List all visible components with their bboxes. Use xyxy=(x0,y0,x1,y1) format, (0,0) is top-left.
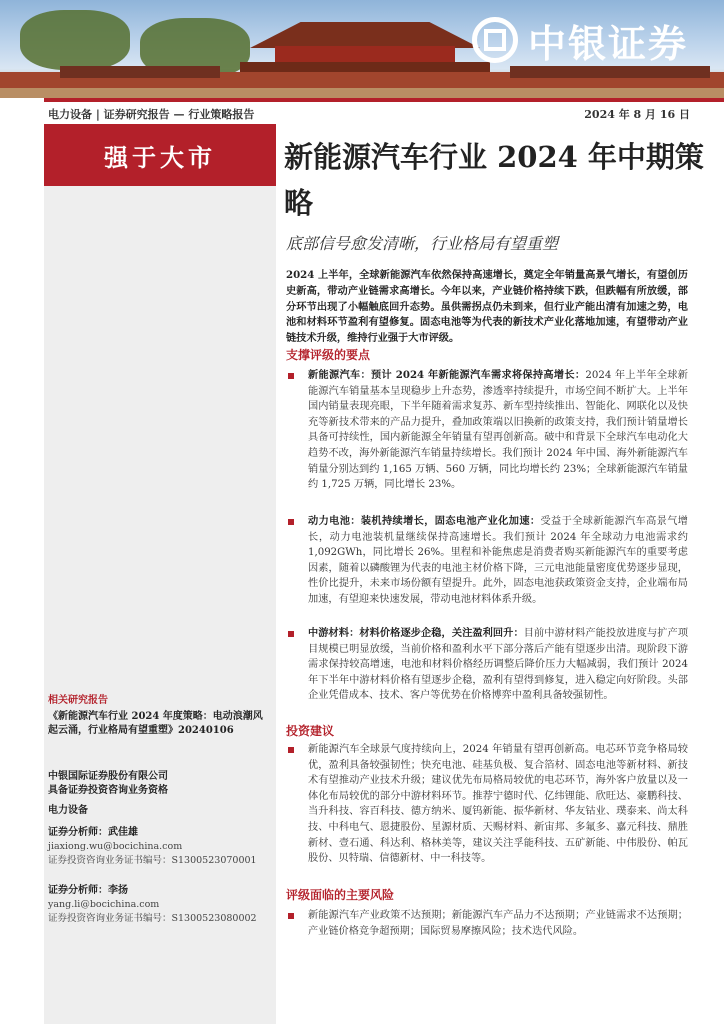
related-reports-title: 相关研究报告 xyxy=(48,695,108,706)
related-reports xyxy=(48,694,272,738)
analyst-email[interactable]: yang.li@bocichina.com xyxy=(48,899,160,910)
report-meta-bar xyxy=(44,104,690,122)
rating-badge: 强于大市 xyxy=(44,124,276,186)
report-category: 电力设备 | 证券研究报告 — 行业策略报告 xyxy=(48,108,255,121)
section-title-investment: 投资建议 xyxy=(286,724,335,738)
palace-roof xyxy=(250,22,480,48)
section-title-support: 支撑评级的要点 xyxy=(286,348,371,362)
bullet-ev xyxy=(286,368,688,493)
company-info xyxy=(48,770,272,818)
report-title: 新能源汽车行业 2024 年中期策略 xyxy=(284,140,704,220)
report-subtitle: 底部信号愈发清晰，行业格局有望重塑 xyxy=(286,234,559,253)
bullet-battery xyxy=(286,514,688,608)
related-report-link[interactable]: 《新能源汽车行业 2024 年度策略：电动浪潮风起云涌，行业格局有望重塑》20240106 xyxy=(48,711,263,736)
brand-name: 中银证券 xyxy=(528,21,689,66)
company-qualification: 具备证券投资咨询业务资格 xyxy=(48,785,168,796)
analyst-2 xyxy=(48,884,272,926)
section-title-risk: 评级面临的主要风险 xyxy=(286,888,395,902)
bullet-heading: 动力电池：装机持续增长，固态电池产业化加速： xyxy=(308,515,541,527)
palace-wing xyxy=(60,66,220,78)
palace-ground xyxy=(0,88,724,98)
tree-foliage xyxy=(20,10,130,70)
analyst-certificate: 证券投资咨询业务证书编号：S1300523080002 xyxy=(48,913,257,924)
sector-name: 电力设备 xyxy=(48,805,88,816)
analyst-certificate: 证券投资咨询业务证书编号：S1300523070001 xyxy=(48,855,257,866)
report-date: 2024 年 8 月 16 日 xyxy=(584,108,690,121)
bullet-text: 新能源汽车全球景气度持续向上，2024 年销量有望再创新高。电芯环节竞争格局较优，盈利具备较强韧性；快充电池、硅基负极、复合箔材、固态电池等新材料、新技术有望推动产业技术升级；建议优先布局格局较优的电芯环节，海外客户放量以及一体化布局较优的部分中游材料环节。推荐宁德时代、亿纬锂能、欣旺达、豪鹏科技、当升科技、容百科技、德方纳米、厦钨新能、振华新材、华友钴业、璞泰来、尚太科技、中科电气、恩捷股份、星源材质、天赐材料、新宙邦、多氟多、嘉元科技、鼎胜新材、壹石通、科达利、格林美等，建议关注孚能科技、五矿新能、中伟股份、帕瓦股份、贝特瑞、信德新材、中一科技等。 xyxy=(308,744,688,865)
bullet-heading: 新能源汽车：预计 2024 年新能源汽车需求将保持高增长： xyxy=(308,369,586,381)
bullet-materials xyxy=(286,626,688,704)
analyst-email[interactable]: jiaxiong.wu@bocichina.com xyxy=(48,841,183,852)
header-divider xyxy=(44,98,724,102)
bullet-investment xyxy=(286,742,688,867)
bullet-text: 目前中游材料产能投放进度与扩产项目规模已明显放缓，当前价格和盈利水平下部分落后产能有望逐步出清。现阶段下游需求保持较高增速，电池和材料价格经历调整后降价压力大幅减弱，我们预计 2024 年下半年中游材料价格有望逐步企稳，盈利有望得到修复，进入稳定向好阶段。头部企业凭借成本、技术、客户等优势在价格博弈中盈利具备较强韧性。 xyxy=(308,628,689,702)
report-summary: 2024 上半年，全球新能源汽车依然保持高速增长，奠定全年销量高景气增长，有望创历史新高，带动产业链需求高增长。今年以来，产业链价格持续下跌，但跌幅有所放缓，部分环节出现了小幅触底回升态势。虽供需拐点仍未到来，但行业产能出清有加速之势，电池和材料环节盈利有望修复。固态电池等为代表的新技术产业化落地加速，有望带动产业链技术升级，维持行业强于大市评级。 xyxy=(286,269,688,345)
analyst-name: 证券分析师：李扬 xyxy=(48,885,128,896)
bullet-risk xyxy=(286,908,688,939)
analyst-1 xyxy=(48,826,272,868)
bullet-text: 2024 年上半年全球新能源汽车销量基本呈现稳步上升态势，渗透率持续提升，市场空间不断扩大。上半年国内销量表现亮眼，下半年随着需求复苏、新车型持续推出、智能化、网联化以及快充等新技术带来的产品力提升，叠加政策端以旧换新的政策支持，我们预计销量增长具备可持续性，国内新能源全年销量有望再创新高。破中和背景下全球汽车电动化大趋势不改，海外新能源汽车销量持续增长。我们预计 2024 年中国、海外新能源汽车销量分别达到约 1,165 万辆、560 万辆，同比均增长约 23%；全球新能源汽车销量约 1,725 万辆，同比增长 23%。 xyxy=(308,370,688,491)
company-name: 中银国际证券股份有限公司 xyxy=(48,771,168,782)
brand-logo xyxy=(472,10,688,70)
analyst-name: 证券分析师：武佳雄 xyxy=(48,827,138,838)
bank-of-china-logo-icon xyxy=(472,17,518,63)
bullet-text: 新能源汽车产业政策不达预期；新能源汽车产品力不达预期；产业链需求不达预期；产业链价格竞争超预期；国际贸易摩擦风险；技术迭代风险。 xyxy=(308,910,688,937)
bullet-heading: 中游材料：材料价格逐步企稳，关注盈利回升： xyxy=(308,627,524,639)
bullet-text: 受益于全球新能源汽车高景气增长，动力电池装机量继续保持高速增长。我们预计 2024 年全球动力电池需求约 1,092GWh，同比增长 26%。里程和补能焦虑是消费者购买新能源汽车的重要考虑因素，随着以磷酸锂为代表的电池主材价格下降，三元电池能量密度优势逐步显现，性价比提升，未来市场份额有望提升。此外，固态电池获政策资金支持，企业端布局加速，有望迎来快速发展，带动电池材料体系升级。 xyxy=(308,516,688,605)
